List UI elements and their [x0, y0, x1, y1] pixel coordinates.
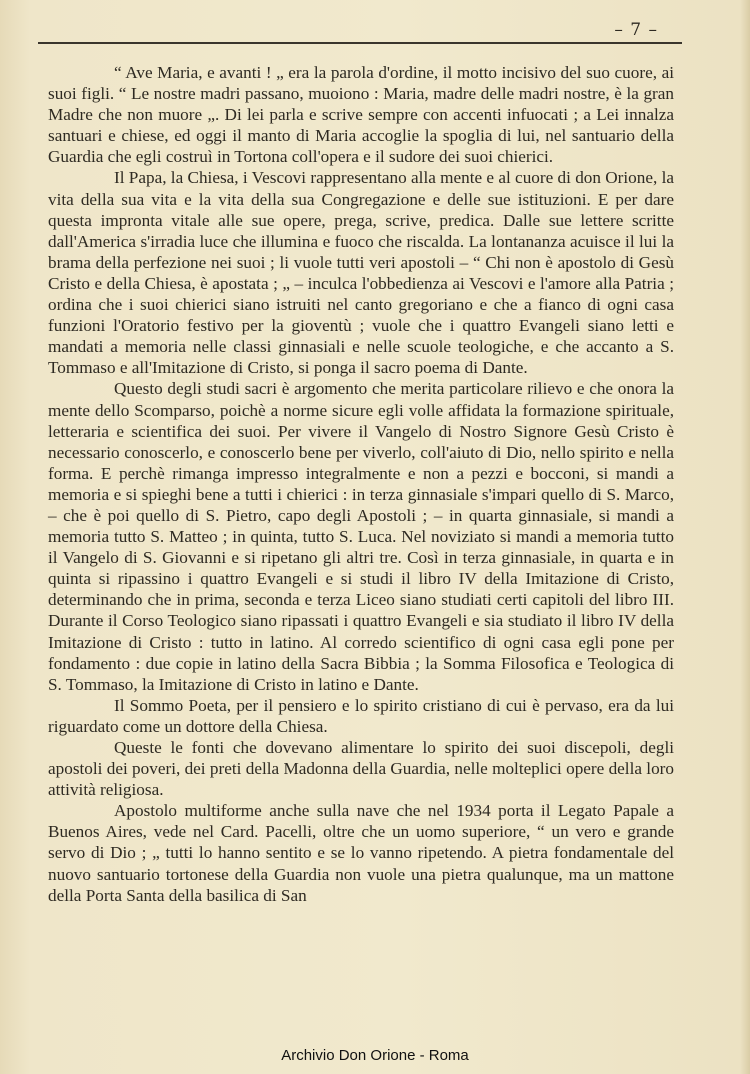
archive-footer-label: Archivio Don Orione - Roma	[281, 1047, 469, 1064]
paragraph-ave-maria: “ Ave Maria, e avanti ! „ era la parola d'ordine, il motto incisivo del suo cuore, ai suoi figli. “ Le nostre madri passano, muoiono : Maria, madre delle madri nostre, è la gran Madre che non muore „. Di lei parla e scrive sempre con accenti infuocati ; a Lei innalza santuari e chiese, ed oggi il manto di Maria accoglie la spoglia di lui, nel santuario della Guardia che egli costruì in Tortona coll'opera e il sudore dei suoi chierici.	[48, 63, 674, 167]
paragraph-fonti: Queste le fonti che dovevano alimentare lo spirito dei suoi discepoli, degli apostoli dei poveri, dei preti della Madonna della Guardia, nelle molteplici opere della loro attività religiosa.	[48, 738, 674, 800]
body-text	[48, 62, 674, 906]
header-rule	[38, 42, 682, 44]
paragraph-sommo-poeta: Il Sommo Poeta, per il pensiero e lo spirito cristiano di cui è pervaso, era da lui riguardato come un dottore della Chiesa.	[48, 695, 674, 736]
paragraph-papa-chiesa: Il Papa, la Chiesa, i Vescovi rappresentano alla mente e al cuore di don Orione, la vita della sua vita e la vita della sua Congregazione e delle sue istituzioni. E per dare questa impronta vitale alle sue opere, prega, scrive, predica. Dalle sue lettere scritte dall'America s'irradia luce che illumina e fuoco che riscalda. La lontananza acuisce il lui la brama della perfezione nei suoi ; li vuole tutti veri apostoli – “ Chi non è apostolo di Gesù Cristo e della Chiesa, è apostata ; „ – inculca l'obbedienza ai Vescovi e l'amore alla Patria ; ordina che i suoi chierici siano istruiti nel canto gregoriano e che a fianco di ogni casa funzioni l'Oratorio festivo per la gioventù ; vuole che i quattro Evangeli siano letti e mandati a memoria nelle classi ginnasiali e nelle scuole teologiche, e che accanto a S. Tommaso e all'Imitazione di Cristo, si ponga il sacro poema di Dante.	[48, 168, 674, 378]
page-number: – 7 –	[614, 20, 658, 40]
paragraph-studi-sacri: Questo degli studi sacri è argomento che merita particolare rilievo e che onora la mente dello Scomparso, poichè a norme sicure egli volle affidata la formazione spirituale, letteraria e scientifica dei suoi. Per vivere il Vangelo di Nostro Signore Gesù Cristo è necessario conoscerlo, e conoscerlo bene per viverlo, coll'aiuto di Dio, nello spirito e nella forma. E perchè rimanga impresso integralmente e non a pezzi e bocconi, si mandi a memoria e si spieghi bene a tutti i chierici : in terza ginnasiale s'impari quello di S. Marco, – che è poi quello di S. Pietro, capo degli Apostoli ; – in quarta ginnasiale, si mandi a memoria tutto S. Matteo ; in quinta, tutto S. Luca. Nel noviziato si mandi a memoria tutto il Vangelo di S. Giovanni e si ripetano gli altri tre. Così in terza ginnasiale, in quarta e in quinta si ripassino i quattro Evangeli e si studi il libro IV della Imitazione di Cristo, determinando che in prima, seconda e terza Liceo siano studiati certi capitoli del libro III. Durante il Corso Teologico siano ripassati i quattro Evangeli e sia studiato il libro IV della Imitazione di Cristo : tutto in latino. Al corredo scientifico di ogni casa egli pone per fondamento : due copie in latino della Sacra Bibbia ; la Somma Filosofica e Teologica di S. Tommaso, la Imitazione di Cristo in latino e Dante.	[48, 379, 674, 694]
paragraph-apostolo: Apostolo multiforme anche sulla nave che nel 1934 porta il Legato Papale a Buenos Aires, vede nel Card. Pacelli, oltre che un uomo superiore, “ un vero e grande servo di Dio ; „ tutti lo hanno sentito e se lo vanno ripetendo. A pietra fondamentale del nuovo santuario tortonese della Guardia non vuole una pietra qualunque, ma un mattone della Porta Santa della basilica di San	[48, 801, 674, 905]
